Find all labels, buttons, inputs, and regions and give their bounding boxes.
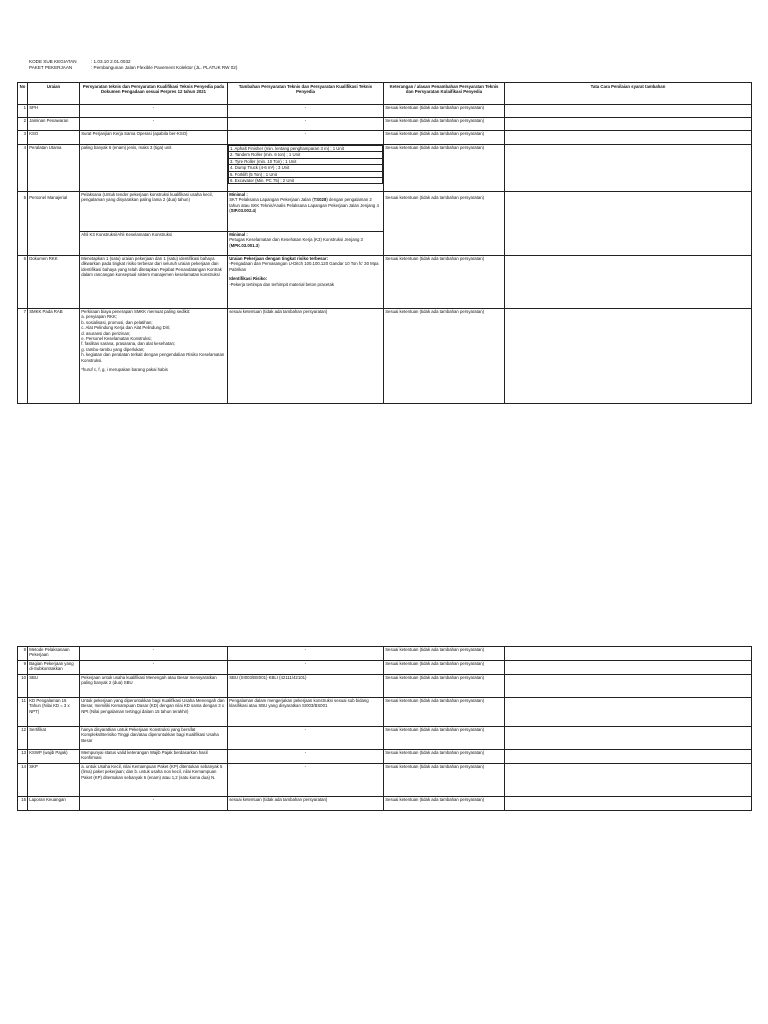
row-persyaratan: Menetapkan 1 (satu) uraian pekerjaan dan 1 (satu) identifikasi bahaya dikwarkan pada tingkat risiko terbesar dari seluruh uraian pekerjaan dan identifikasi bahaya yang telah ditetapkan Pejabat Penandatangan Kontrak dalam rancangan konseptual sistem manajemen keselamatan konstruksi (80, 256, 228, 309)
table-row (18, 727, 752, 750)
row-tata-cara (505, 309, 752, 404)
row-tata-cara (505, 647, 752, 661)
row-tambahan (228, 256, 384, 309)
col-keterangan-header: Keterangan / alasan Penambahan Persyaratan Teknis dan Persyaratan Kulaifikasi Penyedia (384, 83, 505, 105)
row-keterangan: Sesuai ketentuan (tidak ada tambahan persyaratan) (384, 661, 505, 675)
row-tambahan: - (228, 750, 384, 764)
row-keterangan: Sesuai ketentuan (tidak ada tambahan persyaratan) (384, 750, 505, 764)
table-row (18, 145, 752, 192)
row-tata-cara (505, 131, 752, 145)
row-tata-cara (505, 118, 752, 131)
risk-work-text: -Pengadaan dan Pemasangan U-Ditch 100.100.120 Gandar 10 Ton fc' 30 Mpa Pabrikan (229, 261, 379, 272)
row-tambahan: - (228, 105, 384, 118)
table-row (18, 256, 752, 309)
table-row (18, 764, 752, 797)
row-uraian: Bagian Pekerjaan yang di-Subkontrakkan (28, 661, 80, 675)
row-tambahan: - (228, 727, 384, 750)
row-keterangan: Sesuai ketentuan (tidak ada tambahan persyaratan) (384, 675, 505, 698)
requirements-table-top (17, 82, 752, 404)
row-persyaratan: a. untuk Usaha Kecil, nilai Kemampuan Paket (KP) ditentukan sebanyak 5 (lima) paket pekerjaan; dan b. untuk usaha non kecil, nilai Kemampuan Paket (KP) ditentukan sebanyak 6 (enam) atau 1,2 (satu koma dua) N. (80, 764, 228, 797)
row-keterangan: Sesuai ketentuan (tidak ada tambahan persyaratan) (384, 145, 505, 192)
row-keterangan: Sesuai ketentuan (tidak ada tambahan persyaratan) (384, 105, 505, 118)
row-persyaratan: paling banyak 6 (enam) jenis, maks 3 (tiga) unit (80, 145, 228, 192)
table-row (18, 797, 752, 811)
row-uraian: Peralatan Utama (28, 145, 80, 192)
paket-value: : Pembangunan Jalan Flexible Pavement Kolektor (JL. PLATUK RW 02) (91, 65, 238, 71)
table-row (18, 675, 752, 698)
smkk-line: b. sosialisasi, promosi, dan pelatihan; (81, 319, 153, 325)
row-persyaratan: - (80, 118, 228, 131)
row-uraian: Sertifikat (28, 727, 80, 750)
row-no: 10 (18, 675, 28, 698)
row-no: 1 (18, 105, 28, 118)
row-uraian: SPH (28, 105, 80, 118)
table-row (18, 118, 752, 131)
row-no: 7 (18, 309, 28, 404)
pelaksana-code-1: TS028 (313, 197, 327, 203)
equipment-item: 4. Dump Truck (4-6 m³) ; 3 Unit (229, 165, 383, 171)
row-no: 13 (18, 750, 28, 764)
row-tambahan: sesuai ketentuan (tidak ada tambahan persyaratan) (228, 309, 384, 404)
smkk-line: a. penyiapan RKK; (81, 314, 118, 320)
row-keterangan: Sesuai ketentuan (tidak ada tambahan persyaratan) (384, 647, 505, 661)
row-persyaratan: - (80, 647, 228, 661)
kode-value: : 1.03.10 2.01.0032 (91, 59, 131, 64)
row-tata-cara (505, 105, 752, 118)
minimal-label: Minimal : (229, 192, 248, 197)
row-no: 2 (18, 118, 28, 131)
row-keterangan: Sesuai ketentuan (tidak ada tambahan persyaratan) (384, 764, 505, 797)
row-keterangan: Sesuai ketentuan (tidak ada tambahan persyaratan) (384, 256, 505, 309)
row-tata-cara (505, 764, 752, 797)
document-header (29, 59, 237, 71)
smkk-line: e. Personel Keselamatan Konstruksi; (81, 336, 152, 342)
smkk-line: h. kegiatan dan peralatan terkait dengan pengendalian Risiko Keselamatan Konstruksi. (81, 352, 225, 363)
minimal-label: Minimal : (229, 232, 248, 237)
pelaksana-code-2: SIP.03.002.4 (230, 208, 255, 214)
row-keterangan: Sesuai ketentuan (tidak ada tambahan persyaratan) (384, 698, 505, 727)
row-tata-cara (505, 698, 752, 727)
requirements-table-bottom (17, 646, 752, 811)
row-uraian: Metode Pelaksanaan Pekerjaan (28, 647, 80, 661)
row-keterangan: Sesuai ketentuan (tidak ada tambahan persyaratan) (384, 118, 505, 131)
row-uraian: SMKK Pada RAB (28, 309, 80, 404)
row-persyaratan: - (80, 797, 228, 811)
smkk-line: f. fasilitas sarana, prasarana, dan alat kesehatan; (81, 341, 176, 347)
row-tata-cara (505, 661, 752, 675)
paket-label: PAKET PEKERJAAN (29, 65, 73, 71)
k3-text-2: ) (258, 242, 260, 248)
equipment-item: 5. Forklift (5 Ton) ; 1 Unit (229, 171, 383, 177)
col-tata-cara-header: Tata Cara Penilaian syarat tambahan (505, 83, 752, 105)
col-persyaratan-header: Persyaratan teknis dan Persyaratan Kualifikasi Teknis Penyedia pada Dokumen Pengadaan sesuai Perpres 12 tahun 2021 (80, 83, 228, 105)
pelaksana-text-1: SKT Pelaksana Lapangan Pekerjaan Jalan ( (229, 197, 314, 203)
pelaksana-text-3: ) (254, 208, 257, 214)
table-header-row (18, 83, 752, 105)
equipment-item: 2. Tandem Roller (min. 6 ton) ; 1 Unit (229, 152, 383, 158)
row-persyaratan: Ahli K3 Konstruksi/Ahli Keselamatan Konstruksi (80, 232, 228, 256)
row-tata-cara (505, 145, 752, 192)
row-tata-cara (505, 256, 752, 309)
row-keterangan: Sesuai ketentuan (tidak ada tambahan persyaratan) (384, 797, 505, 811)
equipment-list (228, 145, 383, 184)
table-row (18, 750, 752, 764)
k3-text-1: Petugas Keselamatan dan Kesehatan Kerja (K3) Konstruksi Jenjang 3 ( (229, 237, 363, 248)
row-no: 5 (18, 192, 28, 256)
row-uraian: Dokumen RKK (28, 256, 80, 309)
row-tata-cara (505, 675, 752, 698)
row-no: 15 (18, 797, 28, 811)
equipment-cell (228, 145, 384, 192)
row-tambahan (228, 192, 384, 232)
row-no: 14 (18, 764, 28, 797)
row-persyaratan: - (80, 105, 228, 118)
row-tambahan: - (228, 118, 384, 131)
row-persyaratan (80, 309, 228, 404)
smkk-line: Perkiraan biaya penerapan SMKK memuat paling sedikit: (81, 309, 191, 314)
row-no: 11 (18, 698, 28, 727)
row-tambahan (228, 232, 384, 256)
row-uraian: KSO (28, 131, 80, 145)
row-uraian: KSWP (wajib Pajak) (28, 750, 80, 764)
table-row (18, 105, 752, 118)
col-tambahan-header: Tambahan Persyaratan Teknis dan Persyaratan Kualifikasi Teknis Penyedia (228, 83, 384, 105)
risk-id-title: Identifikasi Risiko: (229, 276, 268, 282)
row-tambahan: - (228, 647, 384, 661)
kode-label: KODE SUB KEGIATAN (29, 59, 77, 64)
row-tata-cara (505, 192, 752, 256)
equipment-item: 1. Aphalt Finisher (min. lentang penghamparan 3 m) ; 1 Unit (229, 146, 383, 152)
equipment-item: 3. Tyre Roller (min. 10 Ton) ; 1 Unit (229, 158, 383, 164)
row-persyaratan: hanya disyaratkan untuk Pekerjaan Konstruksi yang bersifat Kompleks/Berisiko Tinggi dan/atau diperuntukkan bagi Kualifikasi Usaha Besar (80, 727, 228, 750)
row-persyaratan: Mempunyai status valid keterangan Wajib Pajak berdasarkan hasil Konfirmasi (80, 750, 228, 764)
row-uraian: SBU (28, 675, 80, 698)
smkk-line: g. rambu-rambu yang diperlukan; (81, 346, 145, 352)
row-tambahan: - (228, 661, 384, 675)
k3-code: MPK.03.001.3 (230, 242, 259, 248)
row-no: 6 (18, 256, 28, 309)
smkk-note: *huruf c, f, g, i merupakan barang pakai habis (81, 367, 168, 373)
paket-line (29, 65, 237, 71)
row-no: 9 (18, 661, 28, 675)
row-no: 12 (18, 727, 28, 750)
row-persyaratan: Surat Perjanjian Kerja Sama Operasi (apabila ber-KSO) (80, 131, 228, 145)
row-persyaratan: Pelaksana (Untuk tender pekerjaan konstruksi kualifikasi usaha kecil, pengalaman yang disyaratkan paling lama 2 (dua) tahun) (80, 192, 228, 232)
row-uraian: KD Pengalaman 15 Tahun (Nilai KD = 3 x NPT) (28, 698, 80, 727)
row-tambahan: SBU (SI003/BS001) KBLI (42111/42101) (228, 675, 384, 698)
table-row (18, 309, 752, 404)
smkk-line: d. asuransi dan perizinan; (81, 330, 131, 336)
row-keterangan: Sesuai ketentuan (tidak ada tambahan persyaratan) (384, 192, 505, 256)
row-keterangan: Sesuai ketentuan (tidak ada tambahan persyaratan) (384, 727, 505, 750)
row-tata-cara (505, 727, 752, 750)
col-uraian-header: Uraian (28, 83, 80, 105)
row-uraian: Laporan Keuangan (28, 797, 80, 811)
row-uraian: Personel Manajerial (28, 192, 80, 256)
row-no: 3 (18, 131, 28, 145)
row-no: 8 (18, 647, 28, 661)
table-row (18, 661, 752, 675)
equipment-item: 6. Excavator (Min. PC 75) ; 2 Unit (229, 178, 383, 184)
smkk-line: c. Alat Pelindung Kerja dan Alat Pelindung Diri; (81, 325, 171, 331)
row-tata-cara (505, 750, 752, 764)
row-no: 4 (18, 145, 28, 192)
col-no-header: No (18, 83, 28, 105)
table-row (18, 698, 752, 727)
table-row (18, 131, 752, 145)
row-keterangan: Sesuai ketentuan (tidak ada tambahan persyaratan) (384, 131, 505, 145)
table-row (18, 192, 752, 232)
risk-work-title: Uraian Pekerjaan dengan tingkat risiko terbesar: (229, 256, 329, 261)
table-row (18, 647, 752, 661)
row-persyaratan: Untuk pekerjaan yang diperuntukkan bagi Kualifikasi Usaha Menengah dan Besar, memiliki Kemampuan Dasar (KD) dengan nilai KD sama dengan 3 x NPt (Nilai pengalaman tertinggi dalam 15 tahun terakhir) (80, 698, 228, 727)
risk-id-text: -Pekerja tertimpa dan terhimpit material beton pracetak (229, 281, 335, 287)
row-tambahan: - (228, 131, 384, 145)
row-tambahan: sesuai ketentuan (tidak ada tambahan persyaratan) (228, 797, 384, 811)
row-tambahan: Pengalaman dalam mengerjakan pekerjaan konstruksi sesuai sub bidang klasifikasi atau SBU yang disyaratkan SI003/BS001 (228, 698, 384, 727)
row-uraian: Jaminan Penawaran (28, 118, 80, 131)
row-persyaratan: - (80, 661, 228, 675)
row-tata-cara (505, 797, 752, 811)
row-keterangan: Sesuai ketentuan (tidak ada tambahan persyaratan) (384, 309, 505, 404)
row-uraian: SKP (28, 764, 80, 797)
pelaksana-text-2: ) dengan pengalaman 2 tahun atau SKK Teknis/Analis Pelaksana Lapangan Pekerjaan Jalan Jenjang 4 ( (229, 197, 379, 214)
row-tambahan: - (228, 764, 384, 797)
row-persyaratan: Pekerjaan untuk usaha kualifikasi Menengah atau Besar mensyaratkan paling banyak 2 (dua) SBU (80, 675, 228, 698)
